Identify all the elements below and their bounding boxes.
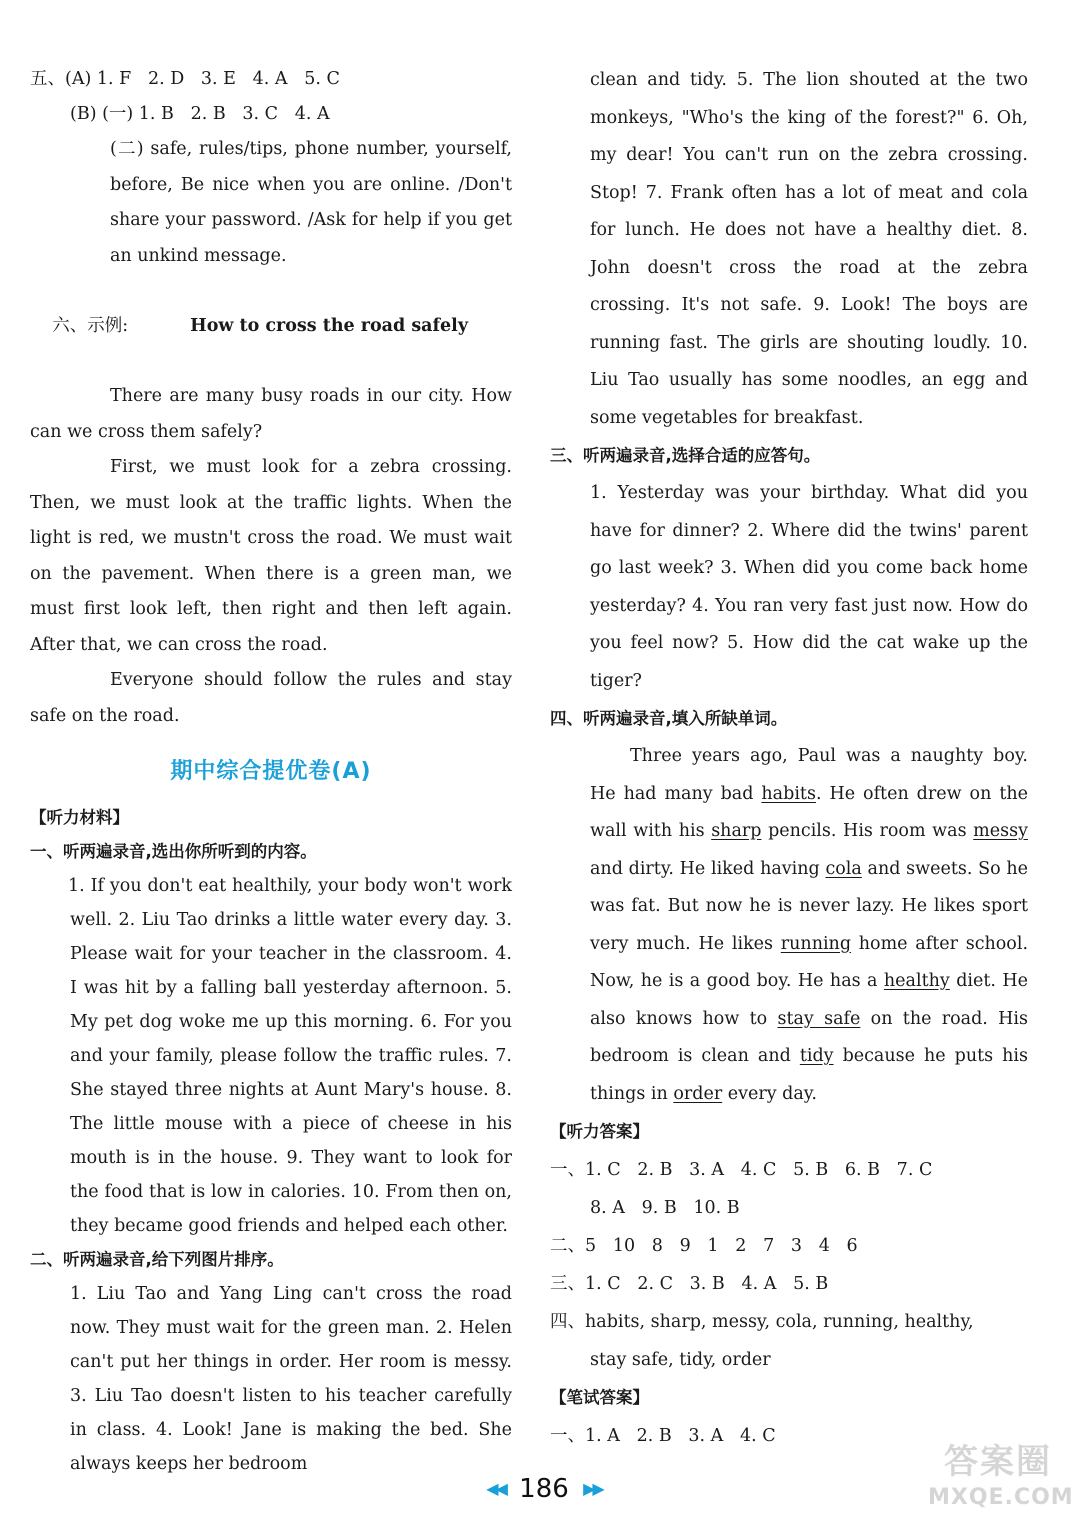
q6-heading [30,274,512,379]
section-2-header: 二、听两遍录音,给下列图片排序。 [30,1250,284,1269]
passage-text: and sweets. So he was fat. But now he is never lazy. He likes sport very much. He likes [590,858,1028,954]
essay-paragraph-1: There are many busy roads in our city. How can we cross them safely? [30,386,512,442]
passage-text: on the road. His bedroom is clean and [590,1008,1028,1066]
listening-material-header: 【听力材料】 [30,808,129,827]
blank-answer: messy [973,821,1028,841]
blank-answer: stay safe [777,1008,861,1029]
answers-section-1a: 一、1. C 2. B 3. A 4. C 5. B 6. B 7. C [550,1160,933,1180]
passage-text: because he puts his things in [590,1046,1028,1104]
section-4-passage [550,738,1028,1113]
written-answers-header: 【笔试答案】 [550,1388,649,1407]
section-3-header: 三、听两遍录音,选择合适的应答句。 [550,446,821,465]
exam-title: 期中综合提优卷(A) [170,759,372,784]
answers-section-4a: 四、habits, sharp, messy, cola, running, healthy, [550,1312,974,1332]
q6-label: 六、示例: [52,316,129,336]
passage-text: Three years ago, Paul was a naughty boy. He had many bad [590,746,1028,804]
listening-answers-header: 【听力答案】 [550,1122,649,1141]
blank-answer: healthy [883,971,950,991]
next-arrows-icon: ▶▶ [583,1479,602,1498]
essay-paragraph-3: Everyone should follow the rules and stay safe on the road. [30,670,512,726]
page-number: 186 [519,1474,569,1504]
written-answers-section-1: 一、1. A 2. B 3. A 4. C [550,1426,776,1446]
passage-text: every day. [722,1083,817,1104]
section-1-header: 一、听两遍录音,选出你所听到的内容。 [30,842,317,861]
watermark-top: 答案圈 [944,1442,1052,1482]
passage-text: home after school. Now, he is a good boy. He has a [590,933,1029,991]
essay-title: How to cross the road safely [190,316,468,336]
section-4-header: 四、听两遍录音,填入所缺单词。 [550,709,788,728]
blank-answer: habits [761,783,816,804]
passage-text: diet. He also knows how to [590,971,1028,1029]
prev-arrows-icon: ◀◀ [486,1479,505,1498]
q5-a-answers: 五、(A) 1. F 2. D 3. E 4. A 5. C [30,69,340,89]
passage-text: . He often drew on the wall with his [590,783,1028,841]
answers-section-4b: stay safe, tidy, order [590,1350,771,1370]
right-column [550,62,1028,1455]
section-2-continued: clean and tidy. 5. The lion shouted at the two monkeys, "Who's the king of the forest?" 6. Oh, my dear! You can't run on the zebra crossing. Stop! 7. Frank often has a lot of meat and cola for lunch. He does not have a healthy diet. 8. John doesn't cross the road at the zebra crossing. It's not safe. 9. Look! The boys are running fast. The girls are shouting loudly. 10. Liu Tao usually has some noodles, an egg and some vegetables for breakfast. [590,70,1028,428]
page-footer [0,1474,1088,1504]
blank-answer: order [673,1083,723,1104]
q5-b2-answers: (二) safe, rules/tips, phone number, yourself, before, Be nice when you are online. /Don't share your password. /Ask for help if you get an unkind message. [110,139,512,266]
essay-paragraph-2: First, we must look for a zebra crossing. Then, we must look at the traffic lights. When the light is red, we mustn't cross the road. We must wait on the pavement. When there is a green man, we must first look left, then right and then left again. After that, we can cross the road. [30,457,512,655]
blank-answer: running [780,933,852,954]
passage-text: and dirty. He liked having [590,858,826,879]
section-1-text: 1. If you don't eat healthily, your body won't work well. 2. Liu Tao drinks a little water every day. 3. Please wait for your teacher in the classroom. 4. I was hit by a falling ball yesterday afternoon. 5. My pet dog woke me up this morning. 6. For you and your family, please follow the traffic rules. 7. She stayed three nights at Aunt Mary's house. 8. The little mouse with a piece of cheese in his mouth is in the house. 9. They want to look for the food that is low in calories. 10. From then on, they became good friends and helped each other. [68,876,512,1236]
blank-answer: tidy [799,1046,834,1066]
answers-section-1b: 8. A 9. B 10. B [590,1198,740,1218]
watermark-logo [928,1440,1074,1520]
blank-answer: cola [825,858,862,879]
section-3-text: 1. Yesterday was your birthday. What did you have for dinner? 2. Where did the twins' parent go last week? 3. When did you come back home yesterday? 4. You ran very fast just now. How do you feel now? 5. How did the cat wake up the tiger? [590,483,1028,691]
answers-section-3: 三、1. C 2. C 3. B 4. A 5. B [550,1274,829,1294]
passage-text: pencils. His room was [761,821,974,841]
blank-answer: sharp [711,821,762,841]
section-2-text: 1. Liu Tao and Yang Ling can't cross the road now. They must wait for the green man. 2. Helen can't put her things in order. Her room is messy. 3. Liu Tao doesn't listen to his teacher carefully in class. 4. Look! Jane is making the bed. She always keeps her bedroom [70,1284,512,1474]
answers-section-2: 二、5 10 8 9 1 2 7 3 4 6 [550,1236,858,1256]
q5-b1-answers: (B) (一) 1. B 2. B 3. C 4. A [70,104,330,124]
left-column [30,62,512,1481]
watermark-bottom: MXQE.COM [928,1485,1074,1510]
